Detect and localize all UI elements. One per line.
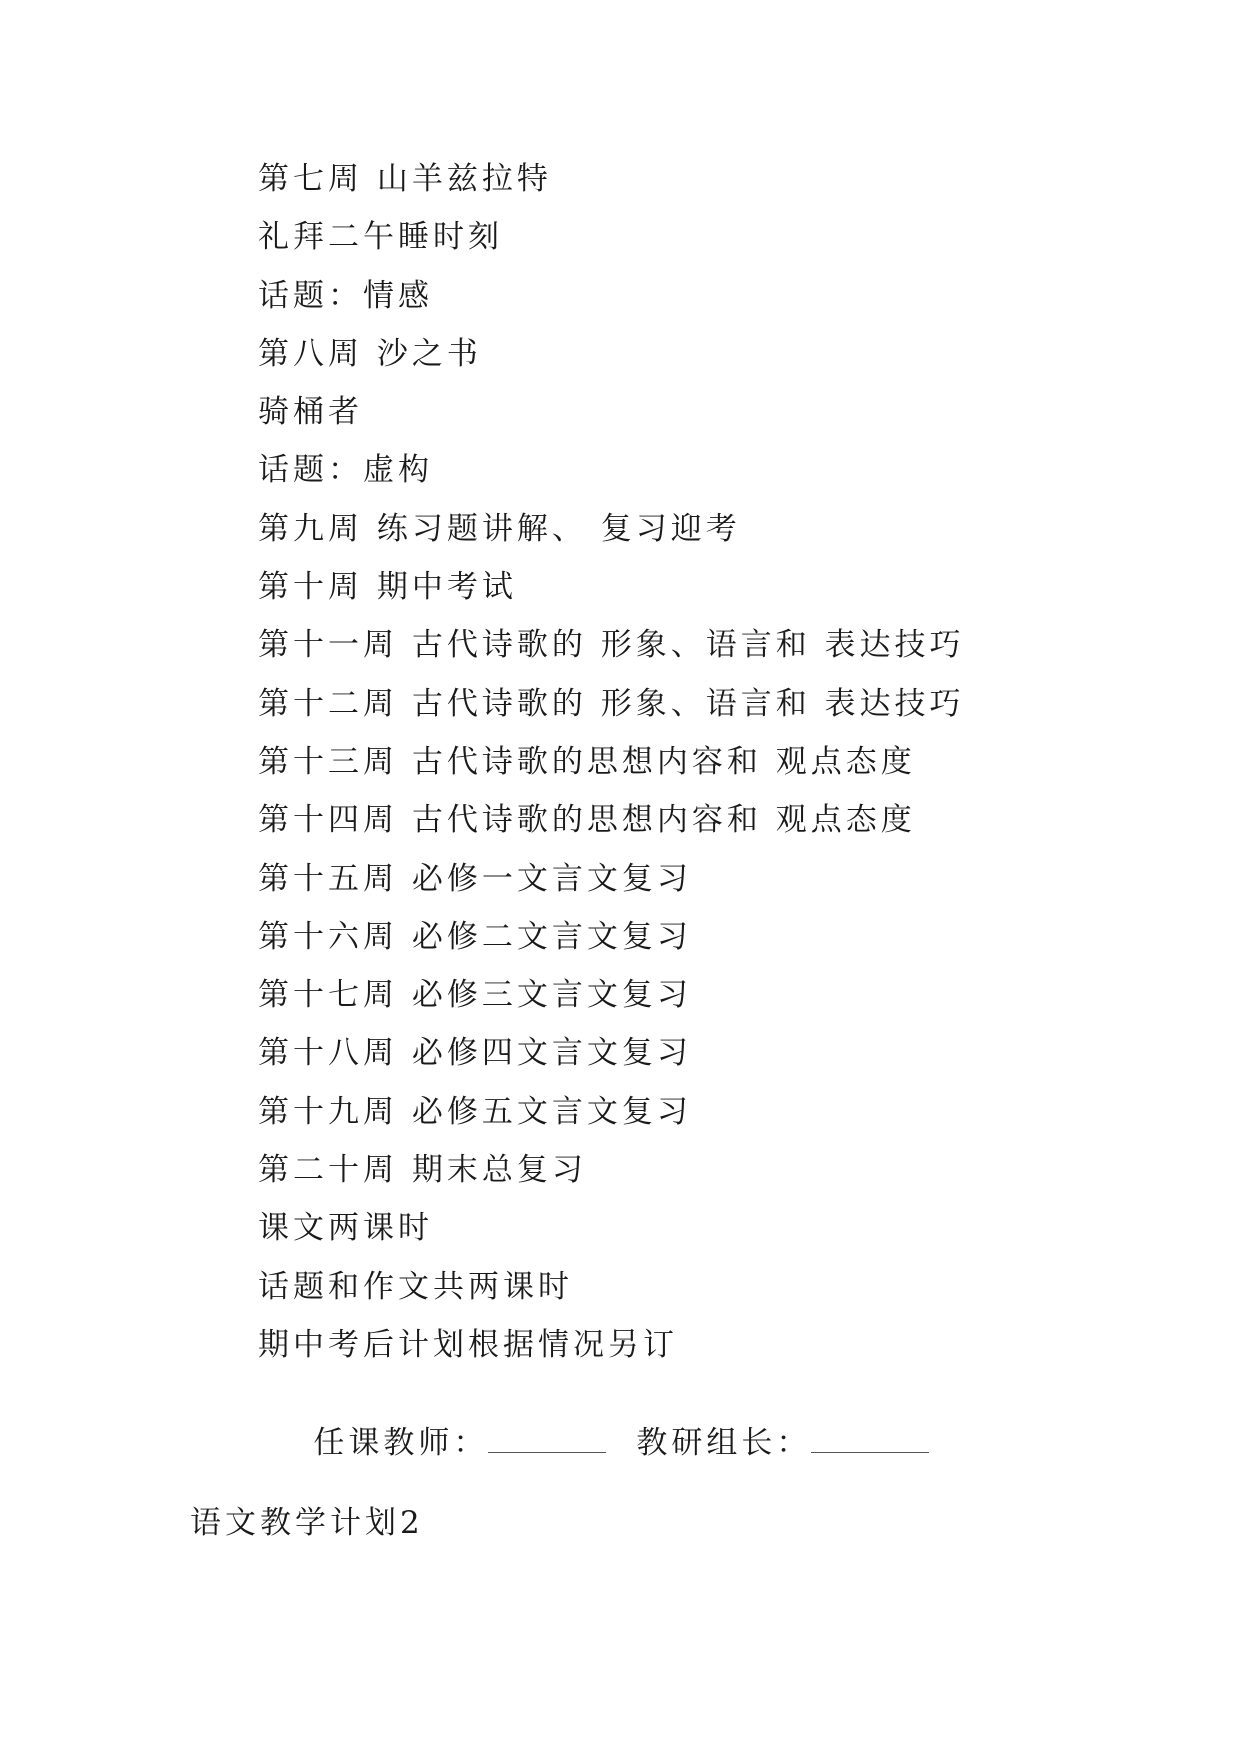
signature-line bbox=[258, 1384, 929, 1461]
teacher-label: 任课教师： bbox=[313, 1425, 489, 1461]
plan-line: 礼拜二午睡时刻 bbox=[258, 219, 503, 256]
plan-line: 第十六周 必修二文言文复习 bbox=[258, 918, 692, 955]
plan-line: 话题：虚构 bbox=[258, 452, 433, 489]
plan-line: 第十二周 古代诗歌的 形象、语言和 表达技巧 bbox=[258, 685, 965, 722]
plan-line: 第八周 沙之书 bbox=[258, 335, 482, 372]
plan-line: 期中考后计划根据情况另订 bbox=[258, 1326, 678, 1363]
plan-line: 第十周 期中考试 bbox=[258, 569, 517, 606]
plan-line: 第十七周 必修三文言文复习 bbox=[258, 977, 692, 1014]
plan-line: 课文两课时 bbox=[258, 1210, 433, 1247]
plan-line: 第九周 练习题讲解、 复习迎考 bbox=[258, 510, 741, 547]
teacher-signature-blank bbox=[488, 1422, 606, 1453]
plan-line: 第二十周 期末总复习 bbox=[258, 1152, 587, 1189]
plan-line: 第七周 山羊兹拉特 bbox=[258, 161, 552, 197]
plan-line: 第十四周 古代诗歌的思想内容和 观点态度 bbox=[258, 802, 916, 839]
teaching-plan-list bbox=[258, 160, 1158, 1384]
section-title: 语文教学计划2 bbox=[190, 1505, 424, 1541]
plan-line: 第十八周 必修四文言文复习 bbox=[258, 1035, 692, 1072]
leader-label: 教研组长： bbox=[636, 1425, 812, 1461]
plan-line: 第十五周 必修一文言文复习 bbox=[258, 860, 692, 897]
plan-line: 话题和作文共两课时 bbox=[258, 1268, 573, 1305]
leader-signature-blank bbox=[811, 1422, 929, 1453]
plan-line: 第十九周 必修五文言文复习 bbox=[258, 1093, 692, 1130]
plan-line: 第十一周 古代诗歌的 形象、语言和 表达技巧 bbox=[258, 627, 965, 664]
plan-line: 第十三周 古代诗歌的思想内容和 观点态度 bbox=[258, 743, 916, 780]
plan-line: 话题：情感 bbox=[258, 277, 433, 314]
plan-line: 骑桶者 bbox=[258, 394, 363, 431]
